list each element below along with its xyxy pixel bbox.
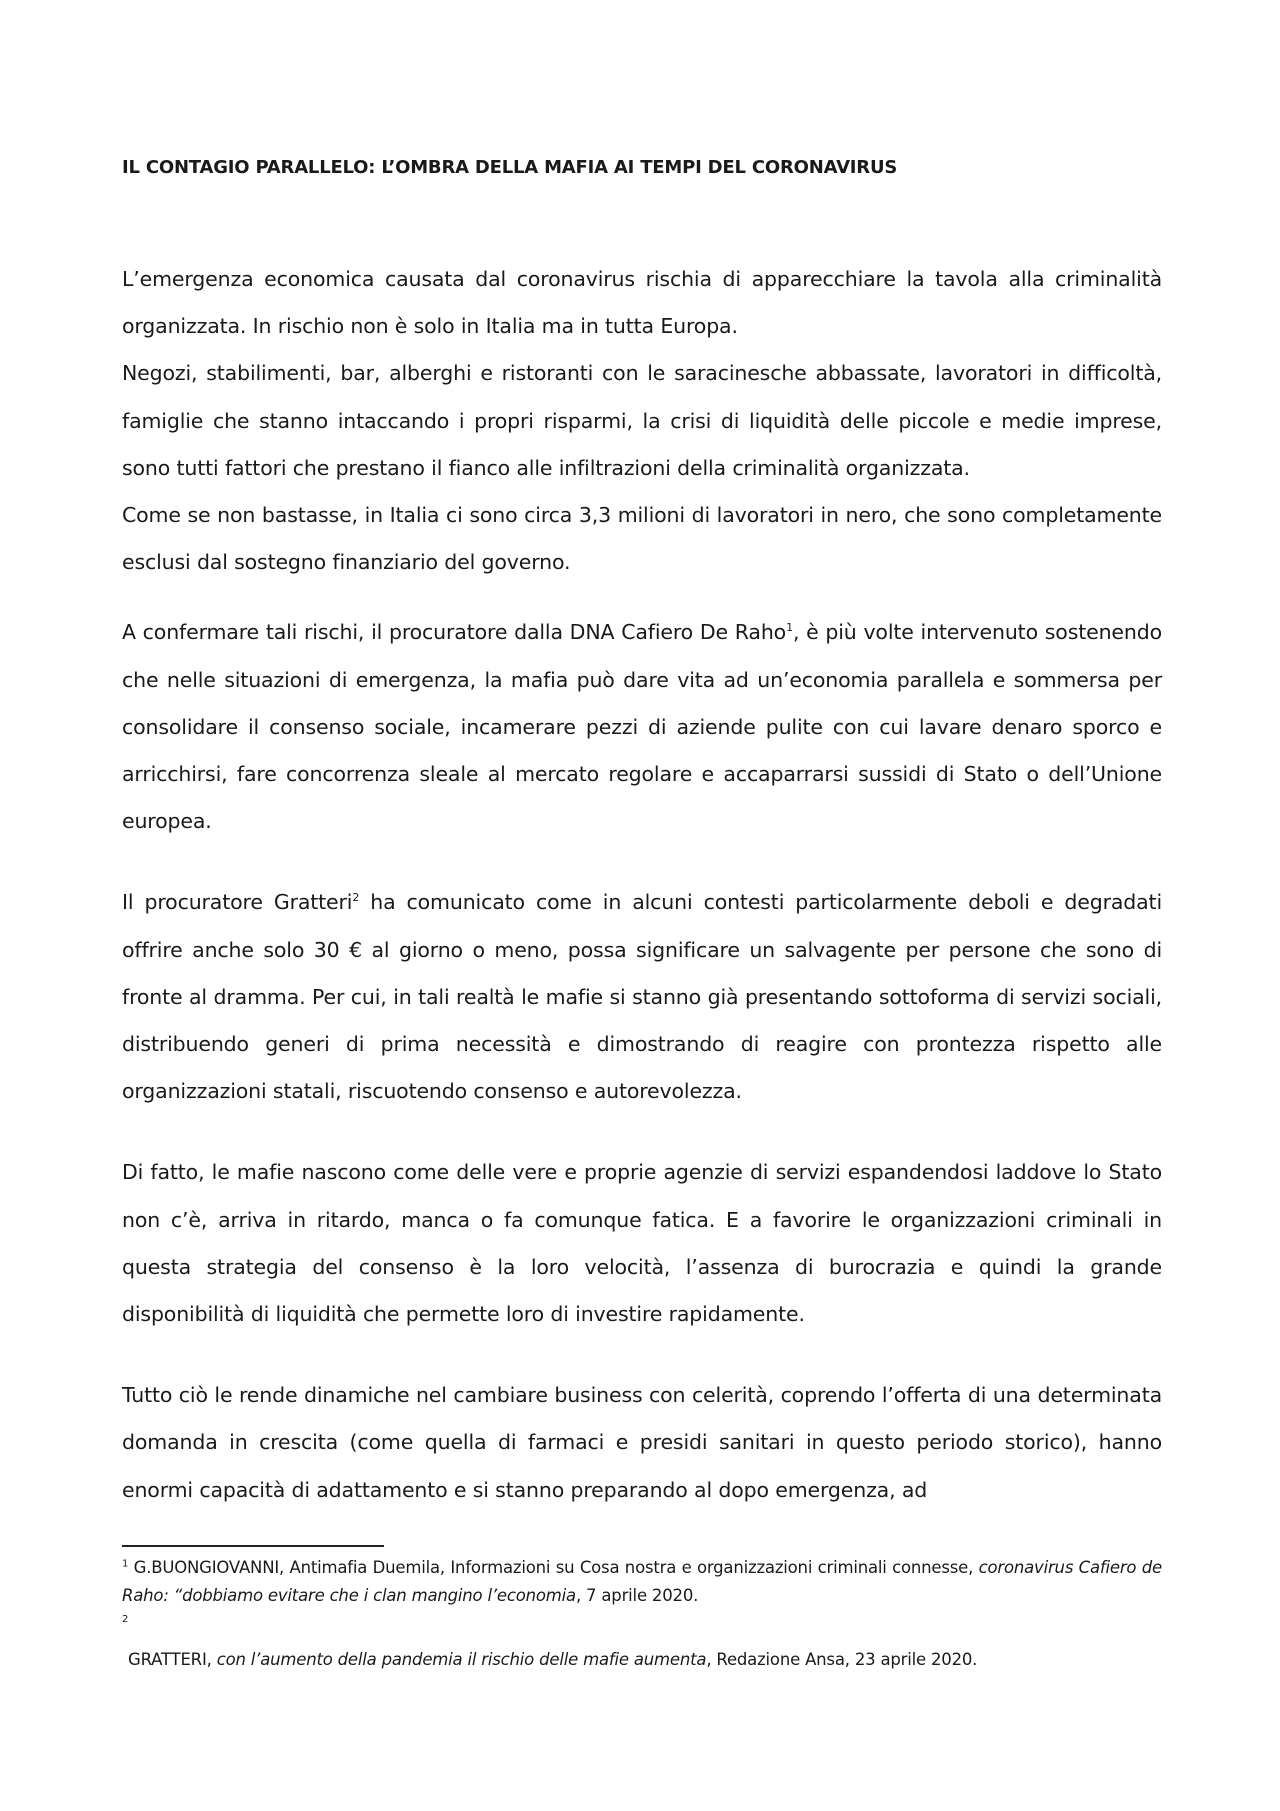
paragraph-4-text-start: A confermare tali rischi, il procuratore dalla DNA Cafiero De Raho	[122, 620, 787, 645]
footnote-1-number: 1	[122, 1558, 129, 1570]
footnote-separator	[122, 1545, 384, 1547]
footnote-2-text-start: GRATTERI,	[128, 1650, 217, 1669]
paragraph-4-text-end: , è più volte intervenuto sostenendo che nelle situazioni di emergenza, la mafia può dare vita ad un’economia parallela e sommersa per consolidare il consenso sociale, incamerare pezzi di aziende pulite con cui lavare denaro sporco e arricchirsi, fare concorrenza sleale al mercato regolare e accaparrarsi sussidi di Stato o dell’Unione europea.	[122, 620, 1162, 834]
footnote-2	[122, 1646, 1162, 1674]
footnote-2-text-end: , Redazione Ansa, 23 aprile 2020.	[706, 1650, 978, 1669]
paragraph-5-text-start: Il procuratore Gratteri	[122, 890, 353, 915]
document-body	[122, 256, 1162, 1514]
footnote-ref-1[interactable]: 1	[786, 621, 793, 635]
footnote-1	[122, 1554, 1162, 1610]
paragraph-2: Negozi, stabilimenti, bar, alberghi e ristoranti con le saracinesche abbassate, lavoratori in difficoltà, famiglie che stanno intaccando i propri risparmi, la crisi di liquidità delle piccole e medie imprese, sono tutti fattori che prestano il fianco alle infiltrazioni della criminalità organizzata.	[122, 361, 1162, 480]
footnote-2-number: 2	[122, 1614, 129, 1625]
footnote-1-italic-title: coronavirus Cafiero de Raho: “dobbiamo evitare che i clan mangino l’economia	[122, 1558, 1162, 1605]
paragraph-4	[122, 609, 1162, 845]
footnote-ref-2[interactable]: 2	[352, 891, 360, 905]
footnote-1-text-start: G.BUONGIOVANNI, Antimafia Duemila, Informazioni su Cosa nostra e organizzazioni criminali connesse,	[128, 1558, 979, 1577]
footnotes	[122, 1554, 1162, 1674]
paragraph-5	[122, 879, 1162, 1115]
paragraph-1: L’emergenza economica causata dal coronavirus rischia di apparecchiare la tavola alla criminalità organizzata. In rischio non è solo in Italia ma in tutta Europa.	[122, 267, 1162, 339]
document-title: IL CONTAGIO PARALLELO: L’OMBRA DELLA MAFIA AI TEMPI DEL CORONAVIRUS	[122, 157, 898, 178]
paragraph-5-text-end: ha comunicato come in alcuni contesti particolarmente deboli e degradati offrire anche solo 30 € al giorno o meno, possa significare un salvagente per persone che sono di fronte al dramma. Per cui, in tali realtà le mafie si stanno già presentando sottoforma di servizi sociali, distribuendo generi di prima necessità e dimostrando di reagire con prontezza rispetto alle organizzazioni statali, riscuotendo consenso e autorevolezza.	[122, 890, 1162, 1104]
footnote-1-text-end: , 7 aprile 2020.	[575, 1586, 699, 1605]
paragraph-6: Di fatto, le mafie nascono come delle vere e proprie agenzie di servizi espandendosi laddove lo Stato non c’è, arriva in ritardo, manca o fa comunque fatica. E a favorire le organizzazioni criminali in questa strategia del consenso è la loro velocità, l’assenza di burocrazia e quindi la grande disponibilità di liquidità che permette loro di investire rapidamente.	[122, 1160, 1162, 1327]
paragraph-7: Tutto ciò le rende dinamiche nel cambiare business con celerità, coprendo l’offerta di una determinata domanda in crescita (come quella di farmaci e presidi sanitari in questo periodo storico), hanno enormi capacità di adattamento e si stanno preparando al dopo emergenza, ad	[122, 1383, 1162, 1502]
paragraph-3: Come se non bastasse, in Italia ci sono circa 3,3 milioni di lavoratori in nero, che sono completamente esclusi dal sostegno finanziario del governo.	[122, 503, 1162, 575]
footnote-2-italic-title: con l’aumento della pandemia il rischio delle mafie aumenta	[216, 1650, 707, 1669]
